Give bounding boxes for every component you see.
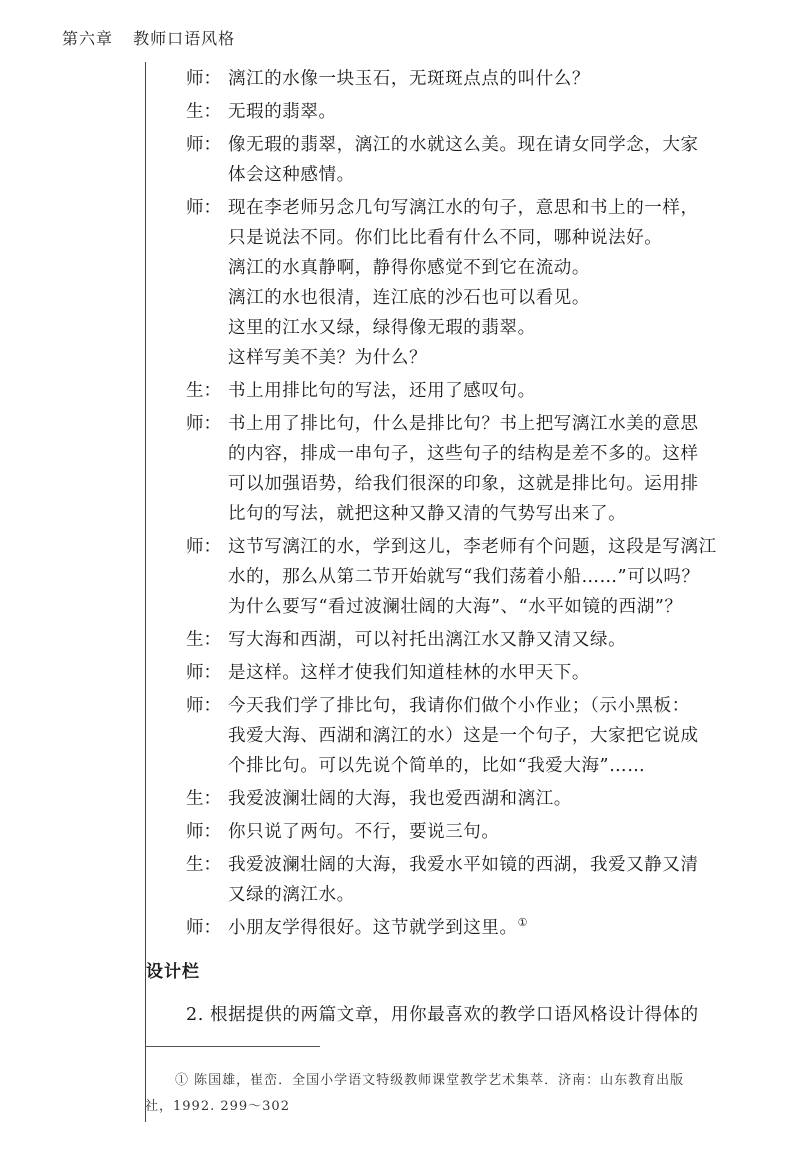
speaker-label: 师： — [186, 198, 221, 218]
dialogue-turn — [186, 625, 776, 655]
utterance — [228, 784, 776, 814]
speaker-label: 师： — [186, 696, 221, 716]
speaker-label: 生： — [186, 789, 221, 809]
utterance-line: 书上用了排比句，什么是排比句？书上把写漓江水美的意思 — [228, 414, 699, 434]
dialogue-turn — [186, 97, 776, 127]
utterance-line: 无瑕的翡翠。 — [228, 102, 337, 122]
utterance — [228, 817, 776, 847]
footnote — [145, 1068, 775, 1120]
utterance-line: 今天我们学了排比句，我请你们做个小作业；（示小黑板： — [228, 696, 690, 716]
utterance-line: 这节写漓江的水，学到这儿，李老师有个问题，这段是写漓江 — [228, 537, 717, 557]
utterance-line-text: 小朋友学得很好。这节就学到这里。 — [228, 918, 518, 938]
utterance — [228, 658, 776, 688]
speaker-label: 师： — [186, 663, 221, 683]
utterance — [228, 193, 776, 373]
utterance-line: 这里的江水又绿，绿得像无瑕的翡翠。 — [228, 318, 536, 338]
speaker-label: 师： — [186, 822, 221, 842]
speaker-label: 师： — [186, 135, 221, 155]
utterance — [228, 850, 776, 910]
speaker-label: 生： — [186, 855, 221, 875]
speaker-label: 师： — [186, 69, 221, 89]
utterance-line: 是这样。这样才使我们知道桂林的水甲天下。 — [228, 663, 590, 683]
dialogue-turn — [186, 658, 776, 688]
dialogue-turn — [186, 691, 776, 781]
dialogue-turn — [186, 850, 776, 910]
dialogue-turn — [186, 817, 776, 847]
chapter-label: 第六章 — [62, 29, 114, 48]
utterance-line: 只是说法不同。你们比比看有什么不同，哪种说法好。 — [228, 228, 663, 248]
utterance-line: 为什么要写“看过波澜壮阔的大海”、“水平如镜的西湖”？ — [228, 597, 683, 617]
dialogue-turn — [186, 532, 776, 622]
utterance — [228, 376, 776, 406]
utterance-line: 像无瑕的翡翠，漓江的水就这么美。现在请女同学念，大家 — [228, 135, 699, 155]
utterance-line: 写大海和西湖，可以衬托出漓江水又静又清又绿。 — [228, 630, 627, 650]
utterance-line: 的内容，排成一串句子，这些句子的结构是差不多的。这样 — [228, 444, 699, 464]
utterance-line — [228, 913, 776, 943]
dialogue-transcript — [186, 64, 776, 946]
utterance — [228, 64, 776, 94]
dialogue-turn — [186, 64, 776, 94]
utterance — [228, 97, 776, 127]
utterance-line: 这样写美不美？为什么？ — [228, 348, 428, 368]
utterance-line: 可以加强语势，给我们很深的印象，这就是排比句。运用排 — [228, 474, 699, 494]
dialogue-turn — [186, 784, 776, 814]
utterance — [228, 130, 776, 190]
utterance-line: 我爱大海、西湖和漓江的水）这是一个句子，大家把它说成 — [228, 726, 699, 746]
utterance-line: 漓江的水也很清，连江底的沙石也可以看见。 — [228, 288, 590, 308]
utterance-line: 漓江的水像一块玉石，无斑斑点点的叫什么？ — [228, 69, 590, 89]
utterance-line: 个排比句。可以先说个简单的，比如“我爱大海”…… — [228, 756, 646, 776]
speaker-label: 生： — [186, 381, 221, 401]
dialogue-turn — [186, 130, 776, 190]
footnote-divider — [145, 1046, 320, 1047]
footnote-line-1: ① 陈国雄，崔峦．全国小学语文特级教师课堂教学艺术集萃．济南：山东教育出版 — [175, 1073, 685, 1088]
utterance-line: 比句的写法，就把这种又静又清的气势写出来了。 — [228, 504, 627, 524]
running-head — [62, 26, 235, 49]
dialogue-turn — [186, 376, 776, 406]
utterance-line: 我爱波澜壮阔的大海，我爱水平如镜的西湖，我爱又静又清 — [228, 855, 699, 875]
speaker-label: 师： — [186, 537, 221, 557]
utterance-line: 又绿的漓江水。 — [228, 885, 355, 905]
utterance-line: 体会这种感情。 — [228, 165, 355, 185]
utterance — [228, 532, 776, 622]
utterance — [228, 913, 776, 943]
dialogue-turn — [186, 409, 776, 529]
task-text: 2. 根据提供的两篇文章，用你最喜欢的教学口语风格设计得体的 — [186, 1005, 699, 1025]
utterance-line: 书上用排比句的写法，还用了感叹句。 — [228, 381, 536, 401]
utterance — [228, 409, 776, 529]
dialogue-turn — [186, 193, 776, 373]
utterance-line: 我爱波澜壮阔的大海，我也爱西湖和漓江。 — [228, 789, 572, 809]
speaker-label: 生： — [186, 630, 221, 650]
dialogue-turn — [186, 913, 776, 943]
footnote-marker: ① — [517, 916, 529, 930]
speaker-label: 生： — [186, 102, 221, 122]
footnote-line-2: 社，1992. 299～302 — [145, 1099, 290, 1114]
utterance — [228, 625, 776, 655]
utterance-line: 现在李老师另念几句写漓江水的句子，意思和书上的一样， — [228, 198, 699, 218]
utterance-line: 漓江的水真静啊，静得你感觉不到它在流动。 — [228, 258, 590, 278]
utterance — [228, 691, 776, 781]
utterance-line: 你只说了两句。不行，要说三句。 — [228, 822, 500, 842]
speaker-label: 师： — [186, 918, 221, 938]
speaker-label: 师： — [186, 414, 221, 434]
section-title: 设计栏 — [146, 962, 200, 982]
chapter-title: 教师口语风格 — [133, 29, 236, 48]
utterance-line: 水的，那么从第二节开始就写“我们荡着小船……”可以吗？ — [228, 567, 700, 587]
